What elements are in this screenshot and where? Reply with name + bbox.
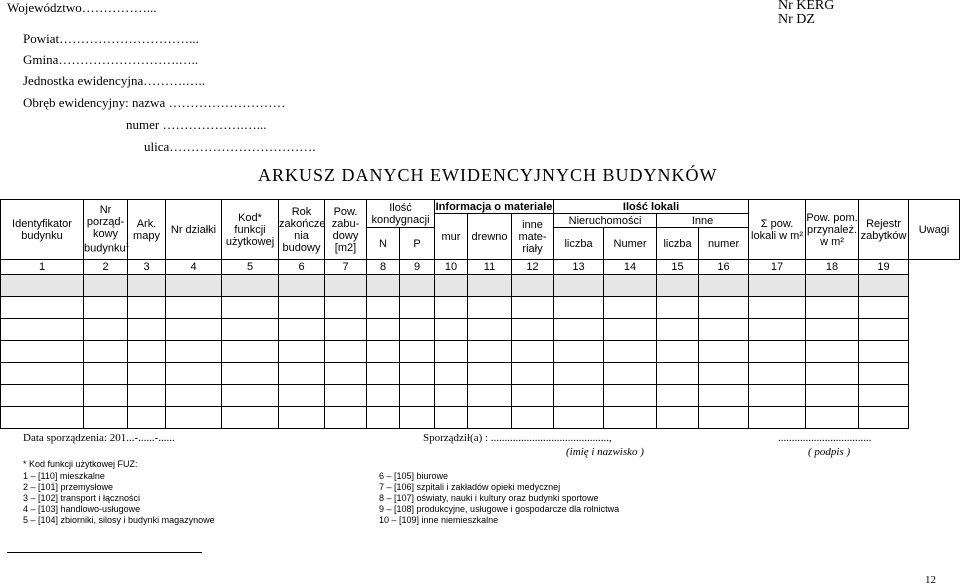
table-cell[interactable] xyxy=(657,363,699,385)
table-cell[interactable] xyxy=(1,319,84,341)
column-number: 12 xyxy=(512,260,554,275)
table-row xyxy=(1,363,960,385)
col-rok: Rok zakończe nia budowy xyxy=(279,200,325,260)
legend-item: 1 – [110] mieszkalne xyxy=(23,471,105,481)
table-cell[interactable] xyxy=(806,275,859,297)
table-cell[interactable] xyxy=(222,297,279,319)
column-number: 6 xyxy=(279,260,325,275)
field-wojewodztwo: Województwo……………... xyxy=(7,0,157,15)
table-cell[interactable] xyxy=(1,341,84,363)
col-liczba-inne: liczba xyxy=(657,228,699,260)
table-cell[interactable] xyxy=(749,275,806,297)
column-number: 1 xyxy=(1,260,84,275)
column-number: 17 xyxy=(749,260,806,275)
column-number: 16 xyxy=(699,260,749,275)
field-gmina: Gmina……………………….….. xyxy=(23,52,199,67)
column-number: 4 xyxy=(166,260,222,275)
table-cell[interactable] xyxy=(222,363,279,385)
column-number-row xyxy=(1,260,960,275)
table-cell[interactable] xyxy=(325,407,367,429)
table-cell[interactable] xyxy=(749,319,806,341)
table-cell[interactable] xyxy=(468,385,512,407)
table-cell[interactable] xyxy=(468,297,512,319)
table-cell[interactable] xyxy=(435,319,468,341)
table-cell[interactable] xyxy=(367,363,400,385)
table-cell[interactable] xyxy=(84,363,128,385)
column-number: 14 xyxy=(604,260,657,275)
col-nr-dzialki: Nr działki xyxy=(166,200,222,260)
col-nr-porzadkowy: Nr porząd-kowy budynku$^1$ xyxy=(84,200,128,260)
table-cell[interactable] xyxy=(325,319,367,341)
col-ilosc-lokali: Ilość lokali xyxy=(554,200,749,214)
podpis-field: .................................. xyxy=(778,432,872,444)
table-cell[interactable] xyxy=(279,385,325,407)
table-cell[interactable] xyxy=(166,407,222,429)
table-cell[interactable] xyxy=(859,407,909,429)
table-cell[interactable] xyxy=(468,341,512,363)
table-cell[interactable] xyxy=(128,385,166,407)
table-cell[interactable] xyxy=(604,341,657,363)
table-cell[interactable] xyxy=(657,407,699,429)
table-cell[interactable] xyxy=(222,407,279,429)
legend-item: 8 – [107] oświaty, nauki i kultury oraz budynki sportowe xyxy=(379,493,599,503)
column-number: 2 xyxy=(84,260,128,275)
table-cell[interactable] xyxy=(859,363,909,385)
column-number: 5 xyxy=(222,260,279,275)
table-row xyxy=(1,407,960,429)
table-row xyxy=(1,341,960,363)
table-cell[interactable] xyxy=(699,385,749,407)
table-cell[interactable] xyxy=(512,341,554,363)
table-cell[interactable] xyxy=(84,341,128,363)
table-cell[interactable] xyxy=(512,275,554,297)
column-number: 15 xyxy=(657,260,699,275)
table-cell[interactable] xyxy=(806,385,859,407)
table-cell[interactable] xyxy=(468,319,512,341)
table-cell[interactable] xyxy=(468,275,512,297)
table-cell[interactable] xyxy=(128,275,166,297)
table-cell[interactable] xyxy=(806,319,859,341)
table-cell[interactable] xyxy=(512,297,554,319)
col-pow-zabudowy: Pow. zabu-dowy [m2] xyxy=(325,200,367,260)
imie-nazwisko-label: (imię i nazwisko ) xyxy=(566,446,644,458)
legend-item: 10 – [109] inne niemieszkalne xyxy=(379,515,499,525)
table-cell[interactable] xyxy=(859,319,909,341)
nr-dz: Nr DZ xyxy=(778,12,815,27)
table-cell[interactable] xyxy=(325,363,367,385)
nr-kerg: Nr KERG xyxy=(778,0,835,13)
col-numer-inne: numer xyxy=(699,228,749,260)
col-nieruchomosci: Nieruchomości xyxy=(554,214,657,228)
column-number: 9 xyxy=(400,260,435,275)
table-cell[interactable] xyxy=(604,363,657,385)
table-cell[interactable] xyxy=(325,385,367,407)
table-cell[interactable] xyxy=(166,363,222,385)
table-cell[interactable] xyxy=(367,297,400,319)
table-cell[interactable] xyxy=(325,297,367,319)
table-cell[interactable] xyxy=(806,407,859,429)
table-cell[interactable] xyxy=(128,407,166,429)
table-cell[interactable] xyxy=(128,319,166,341)
col-inne: Inne xyxy=(657,214,749,228)
table-cell[interactable] xyxy=(699,341,749,363)
table-cell[interactable] xyxy=(84,319,128,341)
col-drewno: drewno xyxy=(468,214,512,260)
column-number: 11 xyxy=(468,260,512,275)
col-n: N xyxy=(367,228,400,260)
podpis-label: ( podpis ) xyxy=(808,446,851,458)
table-cell[interactable] xyxy=(435,385,468,407)
column-number: 13 xyxy=(554,260,604,275)
legend-item: 2 – [101] przemysłowe xyxy=(23,482,114,492)
column-number: 7 xyxy=(325,260,367,275)
table-cell[interactable] xyxy=(749,363,806,385)
col-rejestr: Rejestr zabytków xyxy=(859,200,909,260)
table-cell[interactable] xyxy=(222,341,279,363)
col-identyfikator: Identyfikator budynku xyxy=(1,200,84,260)
footnote-divider xyxy=(7,552,202,553)
table-cell[interactable] xyxy=(554,407,604,429)
col-numer-nieruch: Numer xyxy=(604,228,657,260)
table-cell[interactable] xyxy=(512,407,554,429)
table-cell[interactable] xyxy=(367,275,400,297)
table-cell[interactable] xyxy=(400,363,435,385)
table-cell[interactable] xyxy=(166,275,222,297)
table-cell[interactable] xyxy=(657,297,699,319)
table-cell[interactable] xyxy=(806,341,859,363)
legend-title: * Kod funkcji użytkowej FUZ: xyxy=(23,459,138,469)
field-jednostka: Jednostka ewidencyjna……….….. xyxy=(23,73,205,88)
table-row xyxy=(1,385,960,407)
table-cell[interactable] xyxy=(749,297,806,319)
page-title: ARKUSZ DANYCH EWIDENCYJNYCH BUDYNKÓW xyxy=(258,165,718,185)
table-row xyxy=(1,319,960,341)
table-cell[interactable] xyxy=(400,385,435,407)
table-cell[interactable] xyxy=(554,275,604,297)
table-cell[interactable] xyxy=(1,407,84,429)
table-cell[interactable] xyxy=(166,319,222,341)
table-cell[interactable] xyxy=(657,385,699,407)
table-cell[interactable] xyxy=(400,341,435,363)
table-cell[interactable] xyxy=(128,297,166,319)
table-cell[interactable] xyxy=(859,275,909,297)
col-ilosc-kondygnacji: Ilość kondygnacji xyxy=(367,200,435,228)
table-cell[interactable] xyxy=(749,407,806,429)
field-obreb: Obręb ewidencyjny: nazwa ……………………… xyxy=(23,95,286,110)
table-row xyxy=(1,297,960,319)
table-cell[interactable] xyxy=(749,385,806,407)
table-cell[interactable] xyxy=(166,385,222,407)
column-number: 3 xyxy=(128,260,166,275)
table-cell[interactable] xyxy=(279,363,325,385)
table-cell[interactable] xyxy=(367,407,400,429)
data-sporzadzenia: Data sporządzenia: 201...-......-...... xyxy=(23,432,175,444)
table-cell[interactable] xyxy=(84,275,128,297)
table-cell[interactable] xyxy=(657,275,699,297)
table-cell[interactable] xyxy=(128,363,166,385)
table-cell[interactable] xyxy=(554,297,604,319)
table-cell[interactable] xyxy=(554,385,604,407)
sporzadzil: Sporządził(a) : ..........................................., xyxy=(423,432,612,444)
table-cell[interactable] xyxy=(400,319,435,341)
table-cell[interactable] xyxy=(279,319,325,341)
table-cell[interactable] xyxy=(222,385,279,407)
table-cell[interactable] xyxy=(1,363,84,385)
field-numer: numer ……………….…... xyxy=(126,117,267,132)
table-cell[interactable] xyxy=(222,275,279,297)
table-cell[interactable] xyxy=(367,385,400,407)
table-cell[interactable] xyxy=(512,319,554,341)
table-cell[interactable] xyxy=(435,341,468,363)
legend-item: 5 – [104] zbiorniki, silosy i budynki magazynowe xyxy=(23,515,215,525)
table-cell[interactable] xyxy=(512,363,554,385)
table-cell[interactable] xyxy=(166,341,222,363)
table-cell[interactable] xyxy=(604,319,657,341)
col-liczba-nieruch: liczba xyxy=(554,228,604,260)
legend-item: 7 – [106] szpitali i zakładów opieki medycznej xyxy=(379,482,561,492)
legend-item: 3 – [102] transport i łączności xyxy=(23,493,141,503)
nr-porz-sup: 1 xyxy=(125,243,129,250)
table-cell[interactable] xyxy=(699,319,749,341)
table-cell[interactable] xyxy=(279,275,325,297)
page-number: 12 xyxy=(925,574,936,586)
table-cell[interactable] xyxy=(400,297,435,319)
table-cell[interactable] xyxy=(604,275,657,297)
col-kod-funkcji: Kod* funkcji użytkowej xyxy=(222,200,279,260)
table-cell[interactable] xyxy=(279,297,325,319)
table-cell[interactable] xyxy=(435,407,468,429)
table-cell[interactable] xyxy=(435,363,468,385)
table-cell[interactable] xyxy=(749,341,806,363)
col-pow-pom: Pow. pom. przynależ. w m² xyxy=(806,200,859,260)
table-cell[interactable] xyxy=(435,297,468,319)
table-cell[interactable] xyxy=(84,385,128,407)
table-cell[interactable] xyxy=(859,385,909,407)
table-cell[interactable] xyxy=(84,407,128,429)
col-ark-mapy: Ark. mapy xyxy=(128,200,166,260)
legend-item: 4 – [103] handlowo-usługowe xyxy=(23,504,141,514)
buildings-table xyxy=(0,199,960,429)
table-cell[interactable] xyxy=(699,297,749,319)
legend-item: 6 – [105] biurowe xyxy=(379,471,449,481)
table-cell[interactable] xyxy=(699,363,749,385)
table-cell[interactable] xyxy=(1,297,84,319)
table-cell[interactable] xyxy=(859,297,909,319)
table-cell[interactable] xyxy=(512,385,554,407)
table-cell[interactable] xyxy=(325,275,367,297)
table-cell[interactable] xyxy=(806,297,859,319)
column-number: 19 xyxy=(859,260,909,275)
col-uwagi: Uwagi xyxy=(909,200,960,260)
table-cell[interactable] xyxy=(1,275,84,297)
table-cell[interactable] xyxy=(806,363,859,385)
column-number: 10 xyxy=(435,260,468,275)
table-cell[interactable] xyxy=(657,341,699,363)
table-cell[interactable] xyxy=(367,319,400,341)
table-cell[interactable] xyxy=(279,407,325,429)
table-cell[interactable] xyxy=(367,341,400,363)
table-row-shaded xyxy=(1,275,960,297)
table-cell[interactable] xyxy=(435,275,468,297)
table-cell[interactable] xyxy=(699,275,749,297)
table-cell[interactable] xyxy=(84,297,128,319)
table-cell[interactable] xyxy=(222,319,279,341)
col-informacja-material: Informacja o materiale xyxy=(435,200,553,213)
table-cell[interactable] xyxy=(554,319,604,341)
field-ulica: ulica……………………………. xyxy=(144,139,316,154)
field-powiat: Powiat…………………………... xyxy=(23,31,199,46)
table-cell[interactable] xyxy=(468,407,512,429)
table-cell[interactable] xyxy=(699,407,749,429)
table-cell[interactable] xyxy=(279,341,325,363)
table-cell[interactable] xyxy=(604,385,657,407)
column-number: 8 xyxy=(367,260,400,275)
legend-left xyxy=(23,471,215,526)
table-cell[interactable] xyxy=(859,341,909,363)
table-cell[interactable] xyxy=(166,297,222,319)
table-cell[interactable] xyxy=(657,319,699,341)
col-inne-materialy: inne mate-riały xyxy=(512,214,554,260)
table-cell[interactable] xyxy=(128,341,166,363)
table-cell[interactable] xyxy=(554,363,604,385)
table-cell[interactable] xyxy=(400,275,435,297)
legend-item: 9 – [108] produkcyjne, usługowe i gospodarcze dla rolnictwa xyxy=(379,504,620,514)
col-sum-pow-lokali: Σ pow. lokali w m² xyxy=(749,200,806,260)
col-mur: mur xyxy=(435,214,468,260)
column-number: 18 xyxy=(806,260,859,275)
table-cell[interactable] xyxy=(400,407,435,429)
table-cell[interactable] xyxy=(604,407,657,429)
table-cell[interactable] xyxy=(1,385,84,407)
table-cell[interactable] xyxy=(468,363,512,385)
table-cell[interactable] xyxy=(325,341,367,363)
table-cell[interactable] xyxy=(604,297,657,319)
legend-right xyxy=(379,471,619,526)
table-cell[interactable] xyxy=(554,341,604,363)
col-p: P xyxy=(400,228,435,260)
